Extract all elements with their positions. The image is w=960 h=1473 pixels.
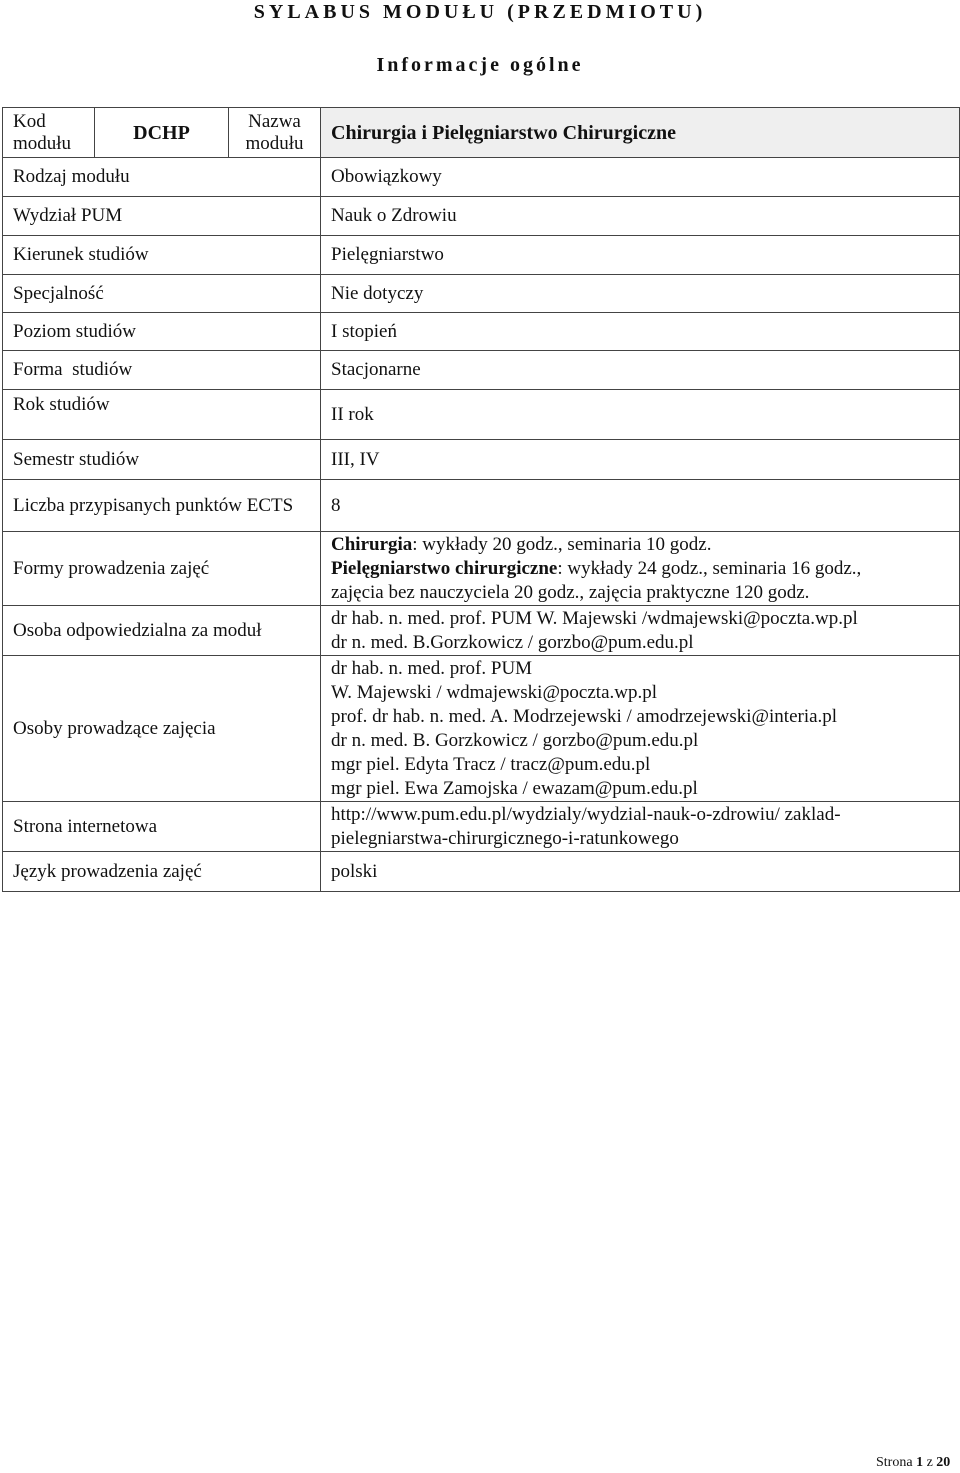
page-total: 20: [936, 1455, 951, 1470]
module-type-label: Rodzaj modułu: [3, 158, 321, 197]
row-teachers: [3, 656, 960, 802]
teacher-line: mgr piel. Edyta Tracz / tracz@pum.edu.pl: [331, 753, 651, 775]
teachers-value: [321, 656, 960, 802]
row-direction: [3, 236, 960, 275]
row-website: [3, 802, 960, 852]
form-value: Stacjonarne: [321, 351, 960, 390]
teacher-line: mgr piel. Ewa Zamojska / ewazam@pum.edu.pl: [331, 777, 698, 799]
teacher-line: dr n. med. B. Gorzkowicz / gorzbo@pum.edu.pl: [331, 729, 699, 751]
page-number: [876, 1454, 950, 1472]
row-module-code-name: [3, 108, 960, 158]
forms-line-surgery: [331, 533, 949, 557]
row-specialty: [3, 275, 960, 313]
module-type-value: Obowiązkowy: [321, 158, 960, 197]
row-responsible: [3, 606, 960, 656]
row-ects: [3, 480, 960, 532]
form-label: Forma studiów: [3, 351, 321, 390]
forms-nursing-title: Pielęgniarstwo chirurgiczne: [331, 557, 558, 579]
page-sep: z: [926, 1455, 933, 1470]
page-prefix: Strona: [876, 1455, 913, 1470]
faculty-label: Wydział PUM: [3, 197, 321, 236]
row-forms: [3, 532, 960, 606]
module-name-label: Nazwa modułu: [229, 108, 321, 158]
semester-value: III, IV: [321, 440, 960, 480]
row-module-type: [3, 158, 960, 197]
forms-line-nursing: [331, 557, 949, 581]
teacher-line: W. Majewski / wdmajewski@poczta.wp.pl: [331, 681, 658, 703]
semester-label: Semestr studiów: [3, 440, 321, 480]
teachers-label: Osoby prowadzące zajęcia: [3, 656, 321, 802]
language-label: Język prowadzenia zajęć: [3, 852, 321, 892]
forms-label: Formy prowadzenia zajęć: [3, 532, 321, 606]
specialty-value: Nie dotyczy: [321, 275, 960, 313]
responsible-label: Osoba odpowiedzialna za moduł: [3, 606, 321, 656]
teacher-line: dr hab. n. med. prof. PUM: [331, 657, 533, 679]
website-link-line[interactable]: http://www.pum.edu.pl/wydzialy/wydzial-nauk-o-zdrowiu/ zaklad-: [331, 803, 841, 825]
ects-label: Liczba przypisanych punktów ECTS: [3, 480, 321, 532]
document-title: SYLABUS MODUŁU (PRZEDMIOTU): [253, 1, 707, 23]
forms-surgery-hours: : wykłady 20 godz., seminaria 10 godz.: [412, 533, 712, 555]
specialty-label: Specjalność: [3, 275, 321, 313]
module-code-value: DCHP: [95, 108, 229, 158]
row-year: [3, 390, 960, 440]
row-faculty: [3, 197, 960, 236]
teacher-line: prof. dr hab. n. med. A. Modrzejewski / amodrzejewski@interia.pl: [331, 705, 838, 727]
level-value: I stopień: [321, 313, 960, 351]
responsible-line: dr n. med. B.Gorzkowicz / gorzbo@pum.edu.pl: [331, 631, 694, 653]
page-current: 1: [916, 1455, 924, 1470]
forms-nursing-hours: : wykłady 24 godz., seminaria 16 godz.,: [557, 557, 862, 579]
module-code-label: Kod modułu: [3, 108, 95, 158]
module-info-table: [2, 107, 960, 892]
direction-value: Pielęgniarstwo: [321, 236, 960, 275]
forms-surgery-title: Chirurgia: [331, 533, 413, 555]
year-value: II rok: [321, 390, 960, 440]
forms-value: [321, 532, 960, 606]
row-semester: [3, 440, 960, 480]
ects-value: 8: [321, 480, 960, 532]
row-form: [3, 351, 960, 390]
direction-label: Kierunek studiów: [3, 236, 321, 275]
faculty-value: Nauk o Zdrowiu: [321, 197, 960, 236]
forms-line-extra: zajęcia bez nauczyciela 20 godz., zajęcia praktyczne 120 godz.: [331, 581, 810, 603]
language-value: polski: [321, 852, 960, 892]
responsible-line: dr hab. n. med. prof. PUM W. Majewski /wdmajewski@poczta.wp.pl: [331, 607, 858, 629]
responsible-value: [321, 606, 960, 656]
row-level: [3, 313, 960, 351]
website-label: Strona internetowa: [3, 802, 321, 852]
year-label: Rok studiów: [3, 390, 321, 440]
module-name-value: Chirurgia i Pielęgniarstwo Chirurgiczne: [321, 108, 960, 158]
level-label: Poziom studiów: [3, 313, 321, 351]
website-value: [321, 802, 960, 852]
row-language: [3, 852, 960, 892]
website-link-line[interactable]: pielegniarstwa-chirurgicznego-i-ratunkowego: [331, 827, 679, 849]
document-subtitle: Informacje ogólne: [376, 54, 584, 76]
